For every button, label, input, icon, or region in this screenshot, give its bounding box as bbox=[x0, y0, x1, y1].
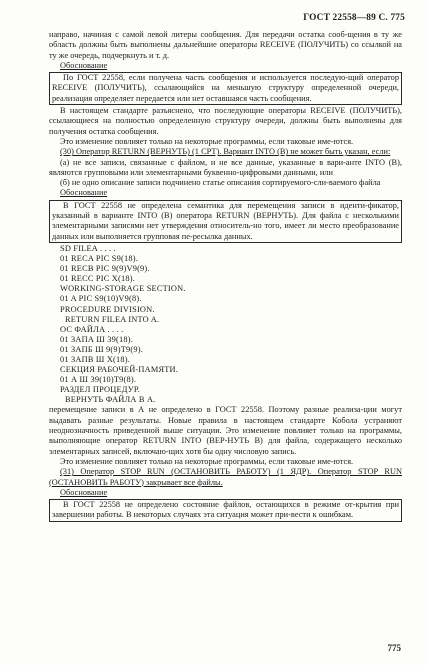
code-line: RETURN FILEA INTO A. bbox=[65, 314, 160, 324]
paragraph: (31) Оператор STOP RUN (ОСТАНОВИТЬ РАБОТУ) (1 ЯДР). Оператор STOP RUN (ОСТАНОВИТЬ РАБОТУ) закрывает все файлы. bbox=[49, 467, 402, 487]
paragraph: Это изменение повлияет только на некоторые программы, если таковые име-ются. bbox=[60, 456, 354, 466]
code-line: РАЗДЕЛ ПРОЦЕДУР. bbox=[60, 385, 140, 395]
code-line: 01 А Ш 39(10)Т9(8). bbox=[60, 375, 137, 385]
boxed-paragraph: В ГОСТ 22558 не определено состояние файлов, остающихся в режиме от-крытия при завершении работы. В некоторых случаях эта ситуация может при-вести к ошибкам. bbox=[49, 499, 402, 522]
code-line: 01 RECB PIC 9(9)V9(9). bbox=[60, 264, 150, 274]
code-line: ОС ФАЙЛА . . . . bbox=[60, 324, 124, 334]
boxed-paragraph: По ГОСТ 22558, если получена часть сообщения и используется последую-щий оператор RECEIVE (ПОЛУЧИТЬ), ссылающийся на меньшую структуру определенной очереди, реализация определяет передается или нет оставшаяся часть сообщения. bbox=[49, 72, 402, 105]
section-label: Обоснование bbox=[60, 487, 108, 497]
code-line: 01 ЗАПВ Ш X(18). bbox=[60, 354, 131, 364]
paragraph: (а) не все записи, связанные с файлом, и не все данные, указанные в вари-анте INTO (В), являются групповыми или элементарными буквенно-цифровыми данными, или bbox=[49, 157, 402, 177]
code-line: ВЕРНУТЬ ФАЙЛА В А. bbox=[65, 395, 156, 405]
code-line: SD FILEA . . . . bbox=[60, 243, 116, 253]
code-line: 01 ЗАПА Ш 39(18). bbox=[60, 334, 134, 344]
code-line: СЕКЦИЯ РАБОЧЕЙ-ПАМЯТИ. bbox=[60, 365, 179, 375]
boxed-paragraph: В ГОСТ 22558 не определена семантика для перемещения записи в иденти-фикатор, указанный в варианте INTO (В) оператора RETURN (ВЕРНУТЬ). Для файла с несколькими элементарными записями нет утверждения относитель-но того, имеет ли место преобразование данных или выполняется групповая пе-ресылка данных. bbox=[49, 200, 402, 243]
code-line: 01 ЗАПБ Ш 9(9)Т9(9). bbox=[60, 344, 144, 354]
paragraph: Это изменение повлияет только на некоторые программы, если таковые име-ются. bbox=[60, 136, 354, 146]
code-line: PROCEDURE DIVISION. bbox=[60, 304, 155, 314]
code-line: 01 A PIC S9(10)V9(8). bbox=[60, 294, 142, 304]
paragraph: (б) не одно описание записи подчинено статье описания сортируемого-сли-ваемого файла bbox=[60, 178, 381, 188]
document-body bbox=[49, 30, 402, 523]
paragraph: направо, начиная с самой левой литеры сообщения. Для передачи остатка сооб-щения в ту же область должны быть выполнены дальнейшие операторы RECEIVE (ПОЛУЧИТЬ) со ссылкой на ту же очередь, подчеркнуть и т. д. bbox=[49, 30, 402, 60]
page-number: 775 bbox=[387, 643, 401, 653]
code-line: WORKING-STORAGE SECTION. bbox=[60, 284, 186, 294]
paragraph: В настоящем стандарте разъяснено, что последующие операторы RECEIVE (ПОЛУЧИТЬ), ссылающиеся на полностью определенную структуру очереди, должны быть выполнены для получения остатка сообщения. bbox=[49, 106, 402, 136]
paragraph: перемещение записи в А не определено в ГОСТ 22558. Поэтому разные реализа-ции могут выдавать разные результаты. Новые правила в настоящем стандарте Кобола устраняют неоднозначность приведенной выше ситуации. Это изменение повлияет только на программы, выполняющие оператор RETURN INTO (ВЕР-НУТЬ В) для файла, содержащего несколько элементарных записей, включаю-щих хотя бы одну числовую запись. bbox=[49, 405, 402, 456]
page-header: ГОСТ 22558—89 С. 775 bbox=[303, 13, 405, 23]
code-line: 01 RECC PIC X(18). bbox=[60, 274, 135, 284]
section-label: Обоснование bbox=[60, 60, 108, 70]
section-label: Обоснование bbox=[60, 188, 108, 198]
code-line: 01 RECA PIC S9(18). bbox=[60, 254, 138, 264]
paragraph: (30) Оператор RETURN (ВЕРНУТЬ) (1 СРТ). Вариант INTO (В) не может быть указан, если: bbox=[60, 147, 391, 157]
